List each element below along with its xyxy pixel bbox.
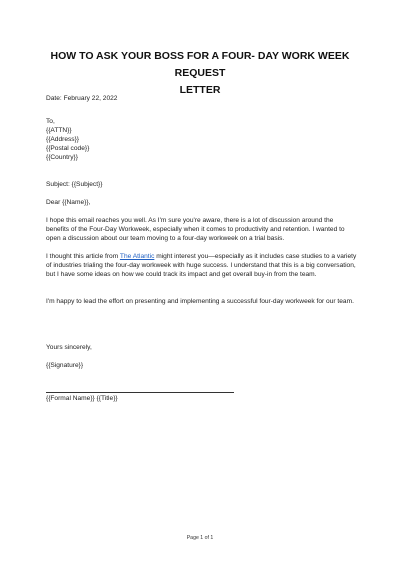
letter-date: Date: February 22, 2022 xyxy=(46,95,118,102)
paragraph-2 xyxy=(46,253,358,280)
paragraph-2-text-before: I thought this article from xyxy=(46,253,120,260)
page-number: Page 1 of 1 xyxy=(186,535,214,541)
recipient-attn: {{ATTN}} xyxy=(46,126,72,134)
recipient-address: {{Address}} xyxy=(46,135,79,143)
the-atlantic-link[interactable]: The Atlantic xyxy=(119,253,155,260)
letter-title xyxy=(40,48,360,99)
title-line-1: HOW TO ASK YOUR BOSS FOR A FOUR- DAY WORK WEEK REQUEST xyxy=(50,50,350,79)
recipient-block xyxy=(46,118,89,163)
paragraph-2-text-after: might interest you—especially as it includes case studies to a variety of industries trialing the four-day workweek with huge success. I understand that this is a big conversation, but I have some ideas on how we could track its impact and get overall buy-in from the team. xyxy=(46,253,357,278)
letter-salutation: Dear {{Name}}, xyxy=(46,199,91,206)
recipient-to: To, xyxy=(46,118,55,125)
paragraph-1: I hope this email reaches you well. As I'm sure you're aware, there is a lot of discussion around the benefits of the Four-Day Workweek, especially when it comes to productivity and retention. I wanted to open a discussion about our team moving to a four-day workweek on a trial basis. xyxy=(46,217,345,242)
letter-subject: Subject: {{Subject}} xyxy=(46,181,103,188)
paragraph-3: I'm happy to lead the effort on presenting and implementing a successful four-day workweek for our team. xyxy=(46,298,354,305)
formal-name-title: {{Formal Name}} {{Title}} xyxy=(46,395,118,402)
signature-placeholder: {{Signature}} xyxy=(46,362,84,369)
title-line-2: LETTER xyxy=(179,84,221,96)
letter-closing: Yours sincerely, xyxy=(46,344,92,351)
signature-line xyxy=(46,392,234,393)
recipient-country: {{Country}} xyxy=(46,153,78,161)
recipient-postal-code: {{Postal code}} xyxy=(46,144,90,152)
